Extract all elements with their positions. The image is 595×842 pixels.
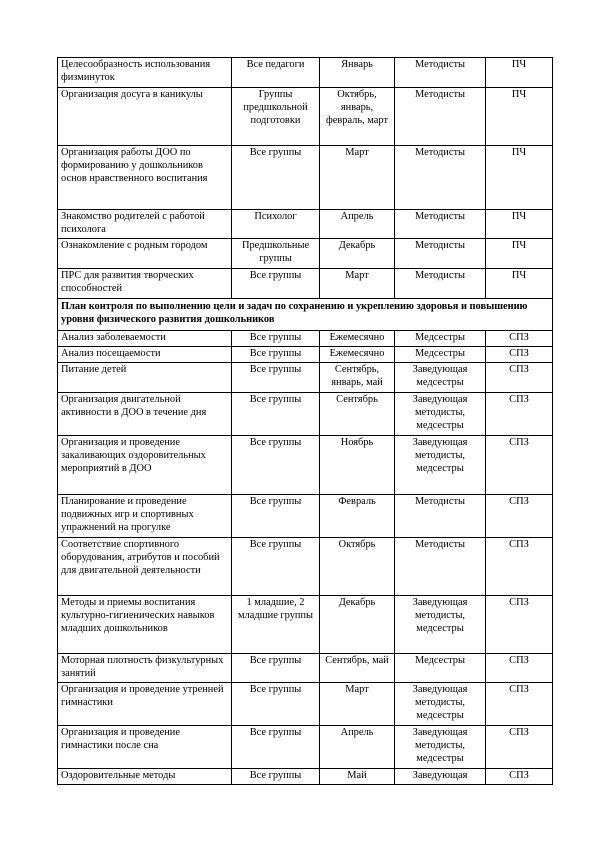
table-row (58, 495, 553, 538)
cell-resp: Заведующая методисты, медсестры (395, 393, 486, 436)
table-row (58, 331, 553, 347)
cell-who: Все группы (232, 436, 320, 495)
table-body-bottom (58, 331, 553, 785)
section-row (58, 299, 553, 331)
table-row (58, 596, 553, 654)
cell-when: Ежемесячно (320, 331, 395, 347)
table-row (58, 363, 553, 393)
section-title: План контроля по выполнению цели и задач по сохранению и укреплению здоровья и повышению уровня физического развития дошкольников (58, 299, 553, 331)
cell-when: Октябрь, январь, февраль, март (320, 88, 395, 146)
table-row (58, 538, 553, 596)
cell-event: Питание детей (58, 363, 232, 393)
cell-when: Январь (320, 58, 395, 88)
cell-form: СПЗ (486, 596, 553, 654)
table-row (58, 769, 553, 785)
cell-resp: Медсестры (395, 331, 486, 347)
cell-who: Все группы (232, 538, 320, 596)
cell-event: Организация работы ДОО по формированию у дошкольников основ нравственного воспитания (58, 146, 232, 210)
cell-resp: Методисты (395, 269, 486, 299)
cell-who: Все группы (232, 331, 320, 347)
cell-resp: Медсестры (395, 347, 486, 363)
cell-form: СПЗ (486, 436, 553, 495)
cell-form: ПЧ (486, 146, 553, 210)
cell-resp: Заведующая медсестры (395, 363, 486, 393)
cell-resp: Заведующая методисты, медсестры (395, 436, 486, 495)
cell-resp: Медсестры (395, 654, 486, 683)
cell-resp: Заведующая методисты, медсестры (395, 596, 486, 654)
cell-event: Целесообразность использования физминуток (58, 58, 232, 88)
cell-form: СПЗ (486, 393, 553, 436)
control-plan-table (57, 57, 553, 785)
cell-form: СПЗ (486, 495, 553, 538)
cell-resp: Методисты (395, 210, 486, 239)
cell-when: Апрель (320, 726, 395, 769)
cell-form: СПЗ (486, 654, 553, 683)
table-row (58, 683, 553, 726)
cell-event: ПРС для развития творческих способностей (58, 269, 232, 299)
cell-when: Март (320, 683, 395, 726)
cell-event: Соответствие спортивного оборудования, атрибутов и пособий для двигательной деятельности (58, 538, 232, 596)
table-section (58, 299, 553, 331)
cell-resp: Методисты (395, 146, 486, 210)
cell-event: Организация и проведение гимнастики после сна (58, 726, 232, 769)
cell-resp: Методисты (395, 58, 486, 88)
table-row (58, 436, 553, 495)
cell-who: Все группы (232, 726, 320, 769)
cell-who: 1 младшие, 2 младшие группы (232, 596, 320, 654)
cell-event: Планирование и проведение подвижных игр и спортивных упражнений на прогулке (58, 495, 232, 538)
cell-when: Октябрь (320, 538, 395, 596)
cell-who: Все группы (232, 269, 320, 299)
cell-who: Все группы (232, 393, 320, 436)
cell-when: Ноябрь (320, 436, 395, 495)
cell-when: Ежемесячно (320, 347, 395, 363)
cell-form: ПЧ (486, 239, 553, 269)
cell-when: Март (320, 146, 395, 210)
cell-form: СПЗ (486, 363, 553, 393)
document-page (57, 57, 552, 785)
cell-event: Анализ заболеваемости (58, 331, 232, 347)
cell-when: Декабрь (320, 596, 395, 654)
cell-who: Группы предшкольной подготовки (232, 88, 320, 146)
cell-form: ПЧ (486, 58, 553, 88)
cell-event: Анализ посещаемости (58, 347, 232, 363)
cell-who: Все группы (232, 769, 320, 785)
cell-resp: Заведующая методисты, медсестры (395, 726, 486, 769)
cell-when: Май (320, 769, 395, 785)
cell-resp: Методисты (395, 239, 486, 269)
table-row (58, 58, 553, 88)
cell-resp: Методисты (395, 495, 486, 538)
cell-who: Все группы (232, 347, 320, 363)
cell-event: Ознакомление с родным городом (58, 239, 232, 269)
cell-form: ПЧ (486, 210, 553, 239)
cell-event: Моторная плотность физкультурных занятий (58, 654, 232, 683)
cell-when: Март (320, 269, 395, 299)
cell-event: Оздоровительные методы (58, 769, 232, 785)
cell-event: Организация двигательной активности в ДОО в течение дня (58, 393, 232, 436)
cell-form: СПЗ (486, 347, 553, 363)
cell-form: СПЗ (486, 683, 553, 726)
table-row (58, 726, 553, 769)
table-body-top (58, 58, 553, 299)
cell-who: Предшкольные группы (232, 239, 320, 269)
cell-who: Все группы (232, 654, 320, 683)
table-row (58, 269, 553, 299)
cell-when: Сентябрь, январь, май (320, 363, 395, 393)
cell-form: ПЧ (486, 269, 553, 299)
table-row (58, 210, 553, 239)
cell-event: Организация и проведение утренней гимнастики (58, 683, 232, 726)
cell-who: Все группы (232, 363, 320, 393)
cell-when: Апрель (320, 210, 395, 239)
table-row (58, 88, 553, 146)
cell-form: СПЗ (486, 538, 553, 596)
cell-resp: Заведующая методисты, медсестры (395, 683, 486, 726)
table-row (58, 146, 553, 210)
cell-resp: Методисты (395, 88, 486, 146)
cell-event: Организация досуга в каникулы (58, 88, 232, 146)
cell-who: Психолог (232, 210, 320, 239)
table-row (58, 347, 553, 363)
table-row (58, 239, 553, 269)
table-row (58, 654, 553, 683)
cell-when: Сентябрь (320, 393, 395, 436)
cell-form: СПЗ (486, 331, 553, 347)
cell-form: ПЧ (486, 88, 553, 146)
cell-when: Февраль (320, 495, 395, 538)
table-row (58, 393, 553, 436)
cell-who: Все группы (232, 683, 320, 726)
cell-resp: Методисты (395, 538, 486, 596)
cell-event: Знакомство родителей с работой психолога (58, 210, 232, 239)
cell-form: СПЗ (486, 726, 553, 769)
cell-form: СПЗ (486, 769, 553, 785)
cell-who: Все педагоги (232, 58, 320, 88)
cell-resp: Заведующая (395, 769, 486, 785)
cell-when: Декабрь (320, 239, 395, 269)
cell-who: Все группы (232, 495, 320, 538)
cell-when: Сентябрь, май (320, 654, 395, 683)
cell-event: Организация и проведение закаливающих оздоровительных мероприятий в ДОО (58, 436, 232, 495)
cell-who: Все группы (232, 146, 320, 210)
cell-event: Методы и приемы воспитания культурно-гигиенических навыков младших дошкольников (58, 596, 232, 654)
